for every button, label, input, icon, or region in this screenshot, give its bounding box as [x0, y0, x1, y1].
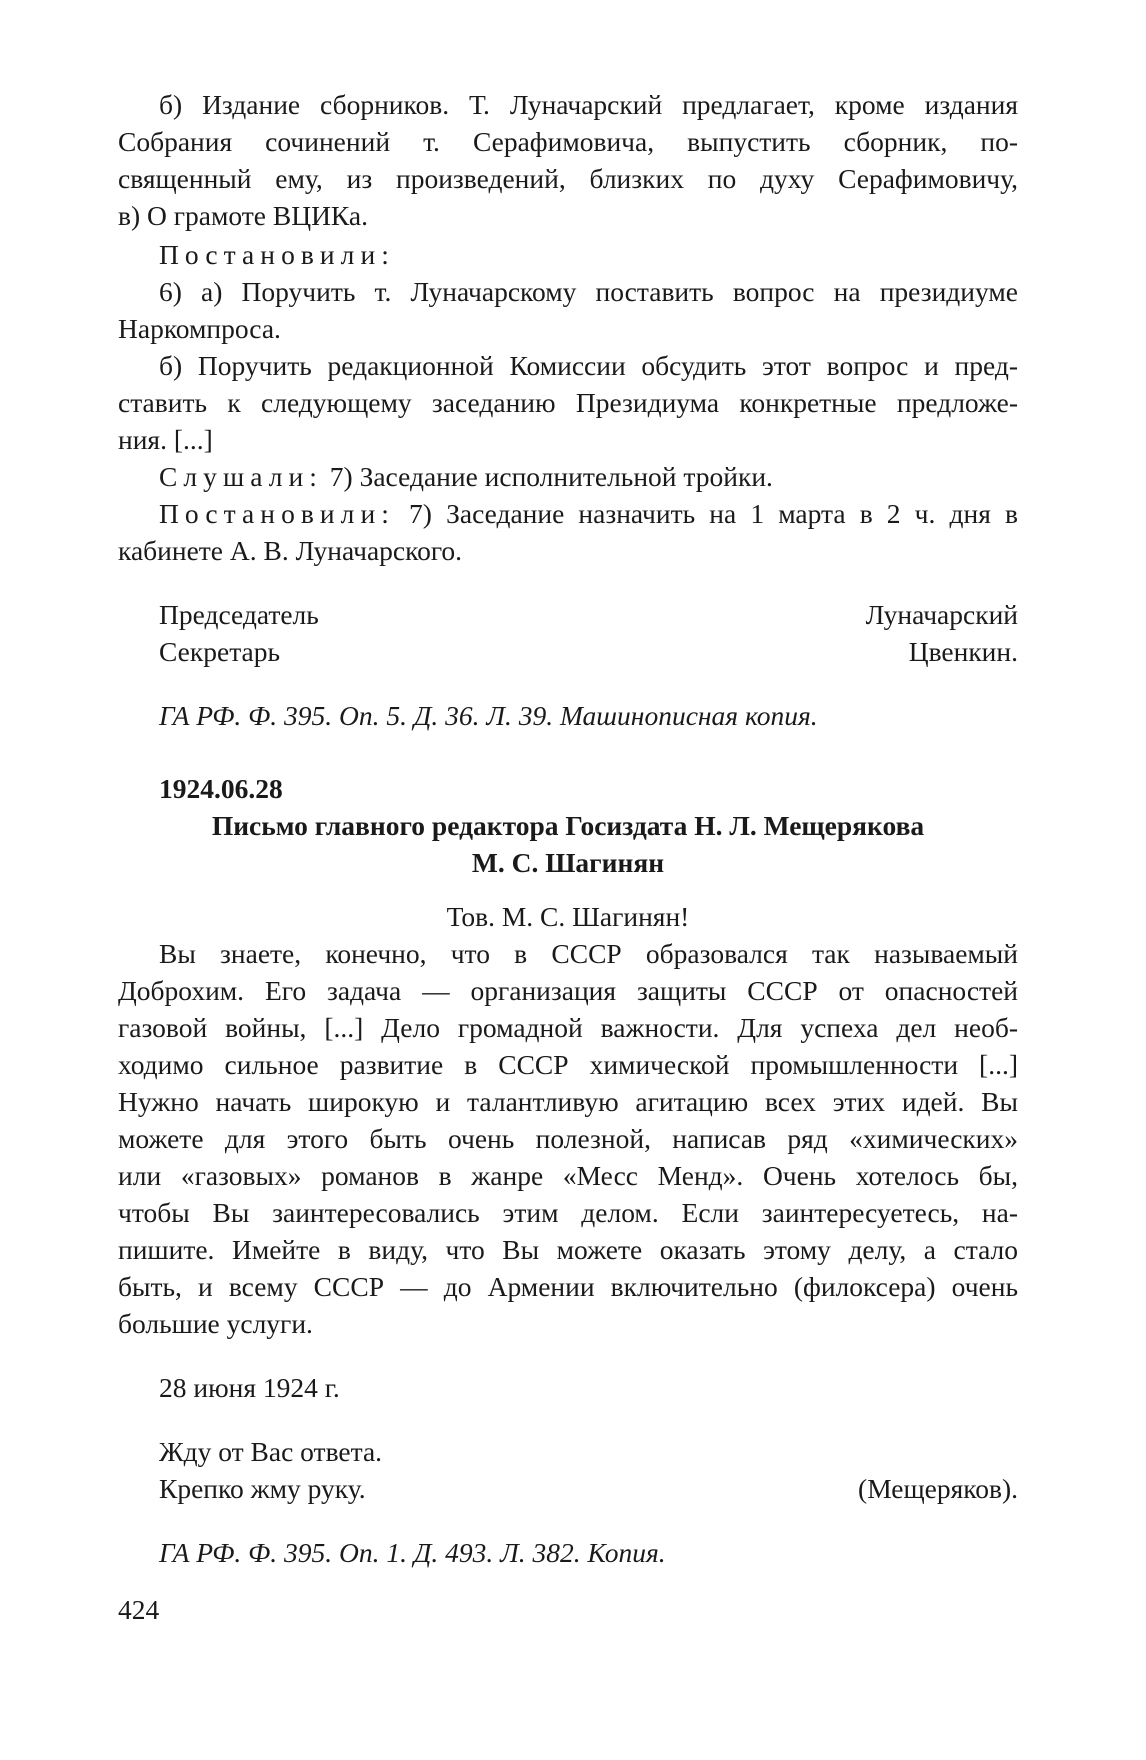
resolved-label	[118, 236, 1018, 273]
text-line: Вы знаете, конечно, что в СССР образовался так называемый	[159, 938, 1018, 969]
decision-6a: 6) а) Поручить т. Луначарскому поставить вопрос на президиуме	[159, 276, 1018, 307]
text-line: ходимо сильное развитие в СССР химической промышленности [...]	[118, 1049, 1018, 1080]
decision-6b: б) Поручить редакционной Комиссии обсудить этот вопрос и пред-	[159, 350, 1018, 381]
text-line: или «газовых» романов в жанре «Месс Менд». Очень хотелось бы,	[118, 1160, 1018, 1191]
text-line: Доброхим. Его задача — организация защиты СССР от опасностей	[118, 975, 1018, 1006]
heard-text: 7) Заседание исполнительной тройки.	[322, 461, 773, 492]
text-line: кабинете А. В. Луначарского.	[118, 535, 463, 566]
text-line: в) О грамоте ВЦИКа.	[118, 200, 368, 231]
minutes-item6-b	[118, 86, 1018, 197]
letter-date: 28 июня 1924 г.	[159, 1372, 340, 1403]
letter-closing: Жду от Вас ответа.	[159, 1436, 383, 1467]
text-line: Собрания сочинений т. Серафимовича, выпустить сборник, по-	[118, 126, 1018, 157]
signature-block	[118, 596, 1018, 670]
signature-row	[118, 596, 1018, 633]
text-line: Нужно начать широкую и талантливую агитацию всех этих идей. Вы	[118, 1086, 1018, 1117]
resolved-label-text: Постановили:	[159, 498, 395, 529]
signature-name: Луначарский	[865, 599, 1018, 630]
document-title-line2: М. С. Шагинян	[471, 847, 665, 878]
page-number: 424	[118, 1594, 160, 1625]
document-date-heading: 1924.06.28	[159, 773, 283, 804]
text-line: пишите. Имейте в виду, что Вы можете оказать этому делу, а стало	[118, 1234, 1018, 1265]
text-line: можете для этого быть очень полезной, написав ряд «химических»	[118, 1123, 1018, 1154]
signature-row	[118, 633, 1018, 670]
heard-label: Слушали:	[159, 461, 323, 492]
document-title: Письмо главного редактора Госиздата Н. Л. Мещерякова	[211, 810, 925, 841]
signature-role: Секретарь	[159, 636, 281, 667]
archive-source: ГА РФ. Ф. 395. Оп. 1. Д. 493. Л. 382. Копия.	[159, 1537, 666, 1568]
text-line: б) Издание сборников. Т. Луначарский предлагает, кроме издания	[159, 89, 1018, 120]
page-content	[118, 86, 1018, 1571]
heard-item7	[118, 458, 1018, 495]
text-line: быть, и всему СССР — до Армении включительно (филоксера) очень	[118, 1271, 1018, 1302]
signature-role: Председатель	[159, 599, 319, 630]
letter-signature-row	[118, 1470, 1018, 1507]
decision-7	[118, 495, 1018, 532]
text-line: газовой войны, [...] Дело громадной важности. Для успеха дел необ-	[118, 1012, 1018, 1043]
resolved-label-text: Постановили:	[159, 239, 395, 270]
text-line: большие услуги.	[118, 1308, 313, 1339]
text-line: священный ему, из произведений, близких по духу Серафимовичу,	[118, 163, 1018, 194]
decision-text: 7) Заседание назначить на 1 марта в 2 ч. дня в	[394, 498, 1018, 529]
letter-signature: (Мещеряков).	[858, 1473, 1018, 1504]
letter-salutation: Тов. М. С. Шагинян!	[446, 901, 690, 932]
text-line: ния. [...]	[118, 424, 213, 455]
archive-source: ГА РФ. Ф. 395. Оп. 5. Д. 36. Л. 39. Машинописная копия.	[159, 700, 818, 731]
text-line: чтобы Вы заинтересовались этим делом. Если заинтересуетесь, на-	[118, 1197, 1018, 1228]
text-line: ставить к следующему заседанию Президиума конкретные предложе-	[118, 387, 1018, 418]
signature-name: Цвенкин.	[908, 636, 1018, 667]
letter-body	[118, 935, 1018, 1342]
text-line: Наркомпроса.	[118, 313, 281, 344]
letter-closing-2: Крепко жму руку.	[159, 1473, 366, 1504]
